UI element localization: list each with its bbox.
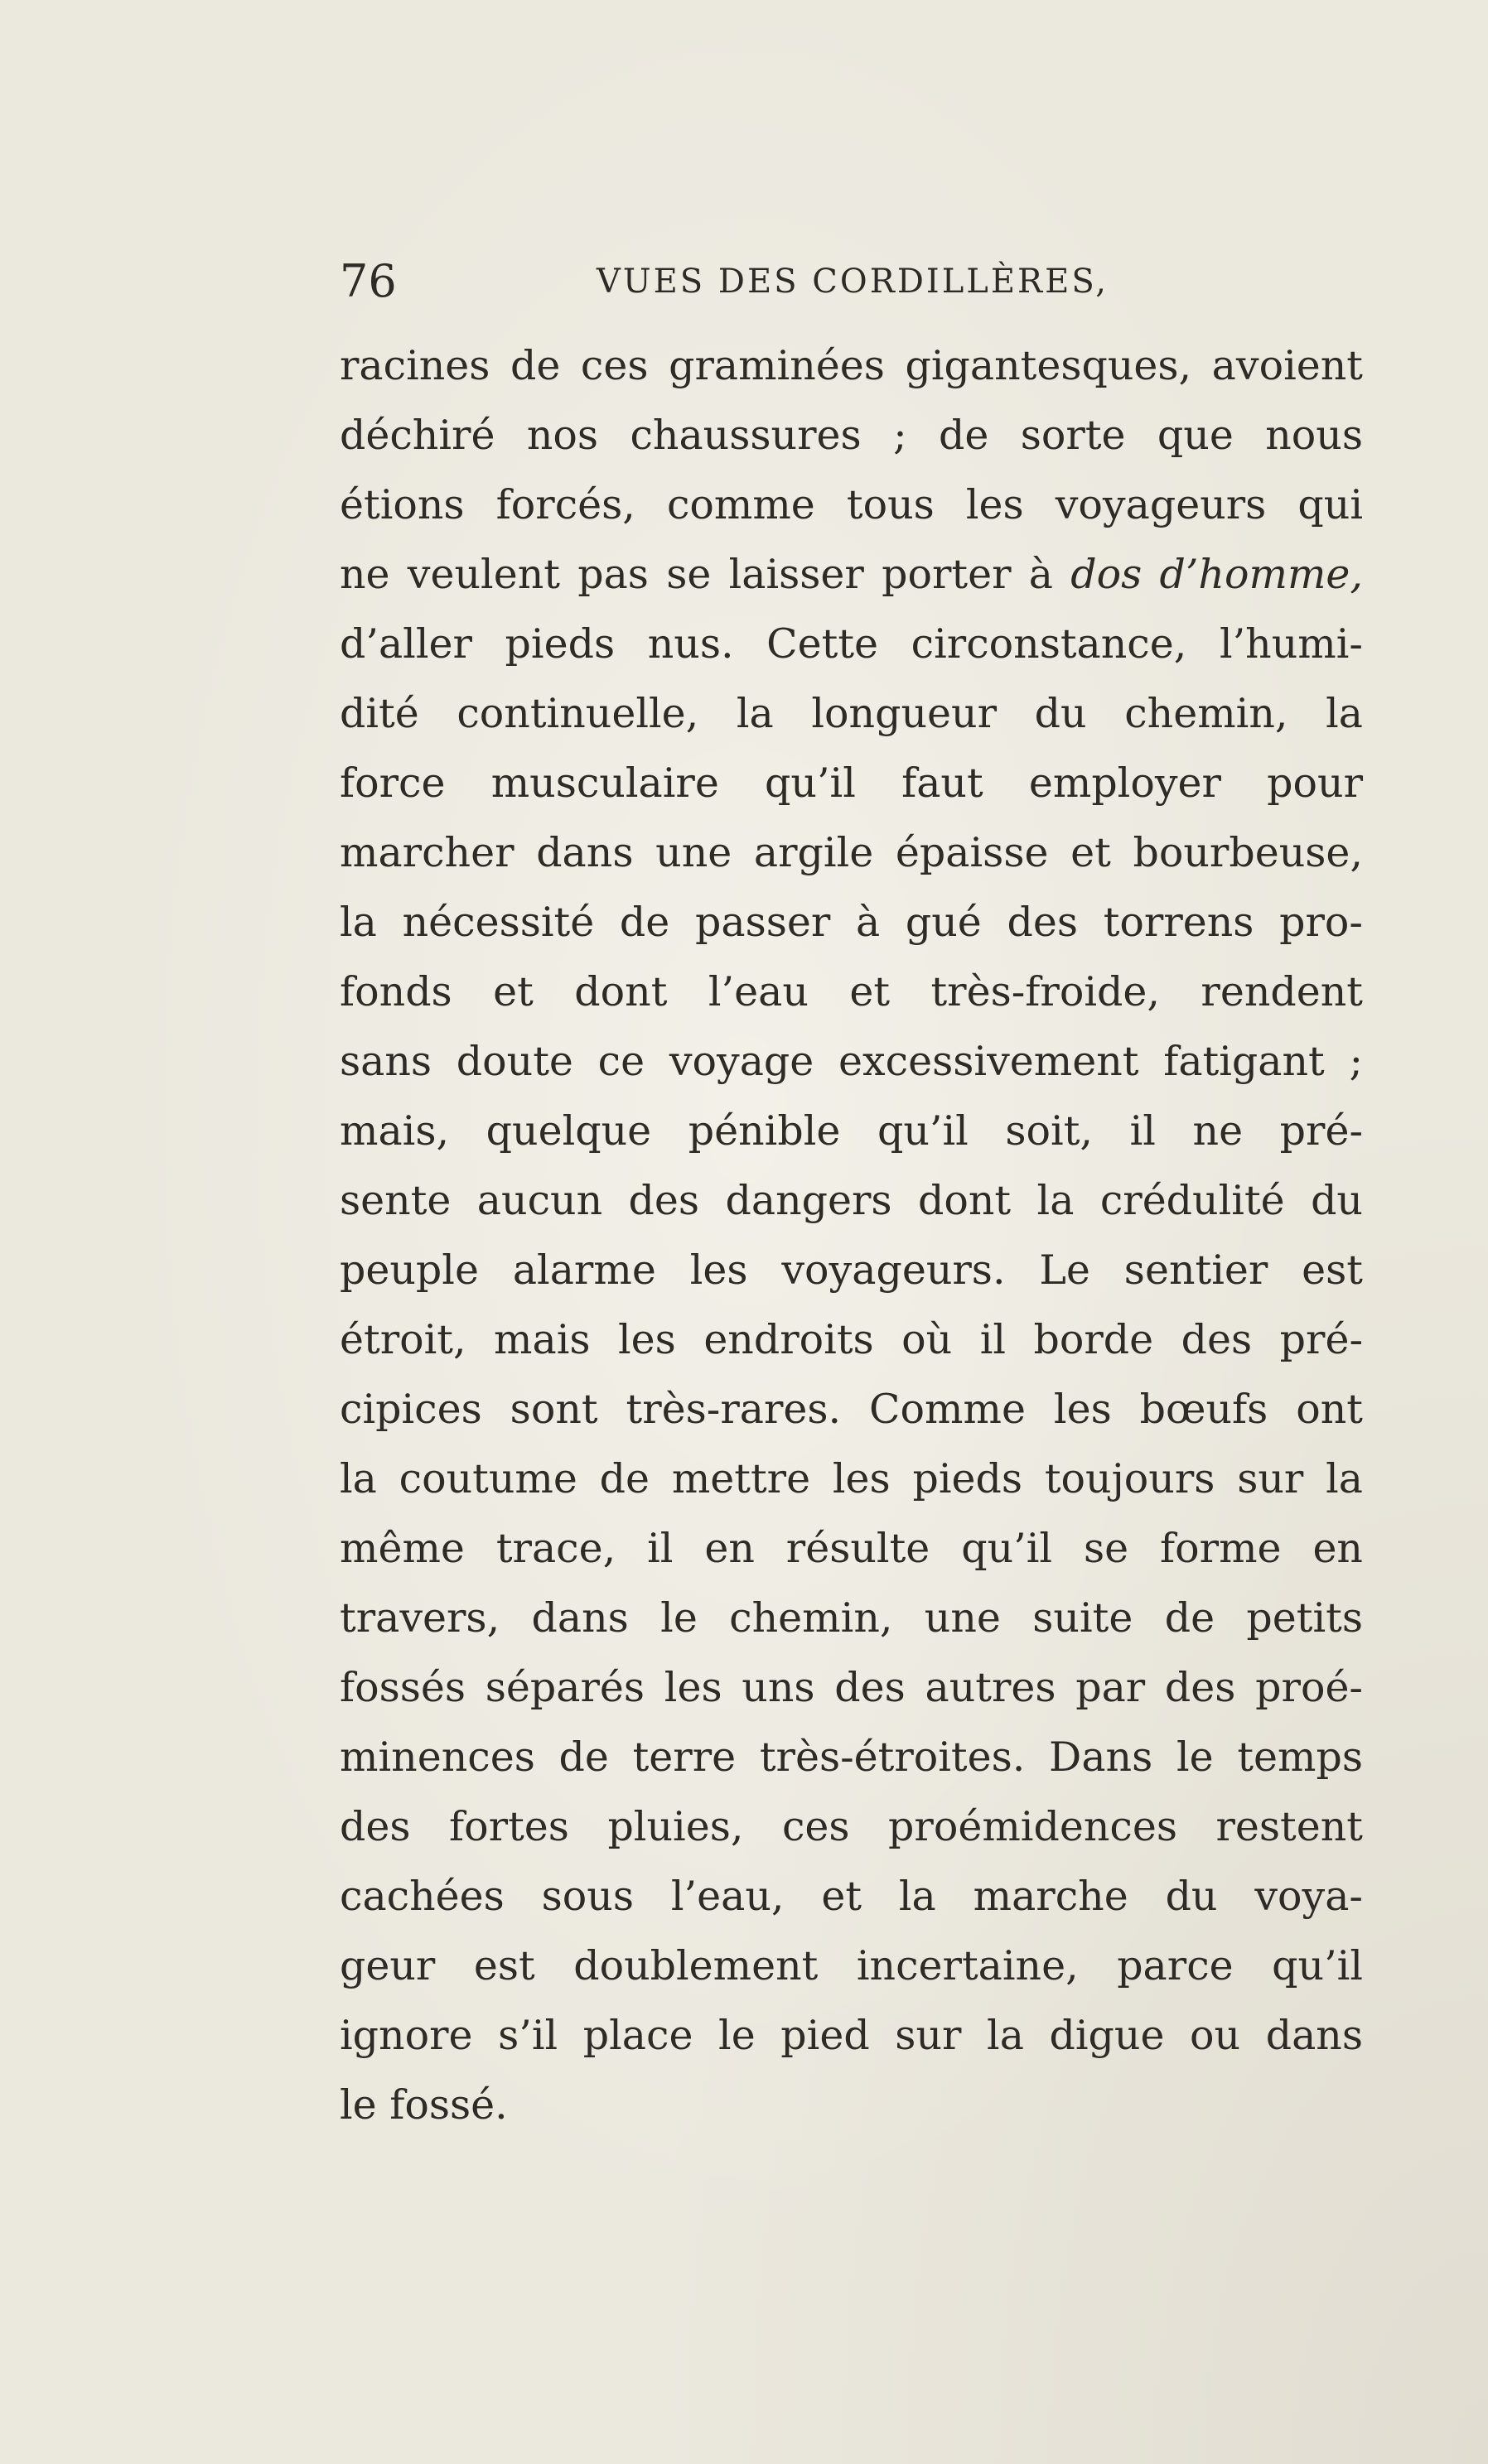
text-line-start: ne veulent pas se laisser porter à xyxy=(340,551,1053,598)
text-line: des fortes pluies, ces proémidences restent xyxy=(340,1803,1363,1850)
text-line: ignore s’il place le pied sur la digue ou dans xyxy=(340,2012,1363,2059)
text-line: peuple alarme les voyageurs. Le sentier est xyxy=(340,1246,1363,1294)
text-line: même trace, il en résulte qu’il se forme en xyxy=(340,1525,1363,1572)
body-text xyxy=(340,331,1363,2140)
page-number: 76 xyxy=(340,255,397,307)
text-line: travers, dans le chemin, une suite de petits xyxy=(340,1594,1363,1642)
text-line: d’aller pieds nus. Cette circonstance, l’humi- xyxy=(340,620,1363,668)
text-line: étroit, mais les endroits où il borde des pré- xyxy=(340,1316,1363,1363)
text-line: fossés séparés les uns des autres par des proé- xyxy=(340,1664,1363,1711)
text-line: le fossé. xyxy=(340,2081,508,2129)
running-title: VUES DES CORDILLÈRES, xyxy=(597,263,1109,301)
text-line: sans doute ce voyage excessivement fatigant ; xyxy=(340,1038,1363,1085)
text-line: minences de terre très-étroites. Dans le temps xyxy=(340,1733,1363,1781)
text-line: geur est doublement incertaine, parce qu’il xyxy=(340,1942,1363,1989)
text-line: la coutume de mettre les pieds toujours sur la xyxy=(340,1455,1363,1502)
text-line: mais, quelque pénible qu’il soit, il ne pré- xyxy=(340,1107,1363,1155)
text-line: fonds et dont l’eau et très-froide, rendent xyxy=(340,968,1363,1015)
text-line: racines de ces graminées gigantesques, avoient xyxy=(340,342,1363,389)
text-line: cipices sont très-rares. Comme les bœufs ont xyxy=(340,1386,1363,1433)
text-line xyxy=(340,540,1363,610)
text-line: la nécessité de passer à gué des torrens pro- xyxy=(340,899,1363,946)
text-line: cachées sous l’eau, et la marche du voya- xyxy=(340,1873,1363,1920)
running-head xyxy=(340,248,1384,315)
text-line: déchiré nos chaussures ; de sorte que nous xyxy=(340,412,1363,459)
text-line: marcher dans une argile épaisse et bourbeuse, xyxy=(340,829,1363,876)
text-line: force musculaire qu’il faut employer pour xyxy=(340,759,1363,807)
text-line: étions forcés, comme tous les voyageurs qui xyxy=(340,481,1363,528)
text-line: sente aucun des dangers dont la crédulité du xyxy=(340,1177,1363,1224)
italic-phrase: dos d’homme, xyxy=(1070,551,1363,598)
text-line: dité continuelle, la longueur du chemin, la xyxy=(340,690,1363,737)
